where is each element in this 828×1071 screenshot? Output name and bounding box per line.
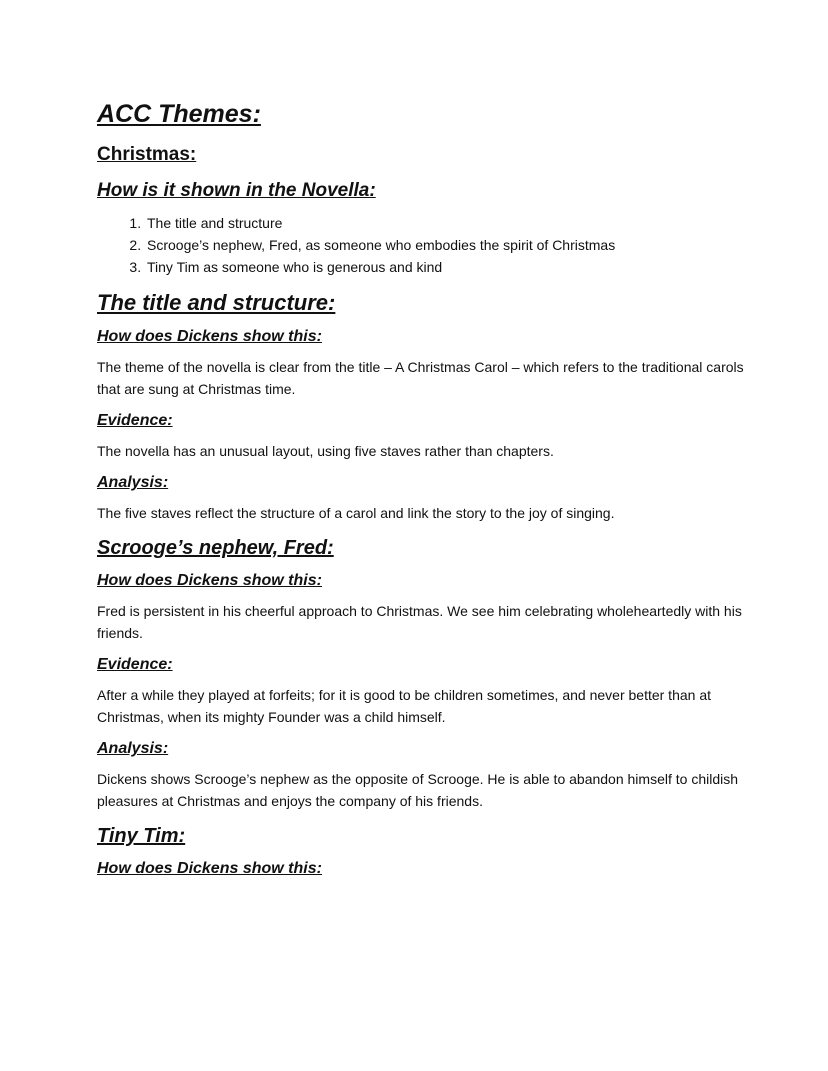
list-item: 3. Tiny Tim as someone who is generous and kind [145,256,747,278]
analysis-heading: Analysis: [97,740,169,757]
show-heading: How does Dickens show this: [97,860,322,877]
evidence-heading: Evidence: [97,412,173,429]
section-heading-title-structure: The title and structure: [97,290,336,315]
intro-question: How is it shown in the Novella: [97,180,376,201]
list-item: 2. Scrooge’s nephew, Fred, as someone who embodies the spirit of Christmas [145,234,747,256]
show-heading: How does Dickens show this: [97,328,322,345]
show-text: The theme of the novella is clear from the title – A Christmas Carol – which refers to the traditional carols that are sung at Christmas time. [97,359,744,397]
document-title: ACC Themes: [97,100,261,128]
theme-heading: Christmas: [97,144,197,165]
section-heading-tiny-tim: Tiny Tim: [97,825,186,847]
intro-list [97,212,747,278]
analysis-text: Dickens shows Scrooge’s nephew as the opposite of Scrooge. He is able to abandon himself to childish pleasures at Christmas and enjoys the company of his friends. [97,771,739,809]
document-page [97,98,747,888]
list-item: 1. The title and structure [145,212,747,234]
section-heading-fred: Scrooge’s nephew, Fred: [97,537,334,559]
evidence-text: After a while they played at forfeits; for it is good to be children sometimes, and never better than at Christmas, when its mighty Founder was a child himself. [97,687,711,725]
show-text: Fred is persistent in his cheerful approach to Christmas. We see him celebrating wholeheartedly with his friends. [97,603,742,641]
evidence-text: The novella has an unusual layout, using five staves rather than chapters. [97,443,554,459]
analysis-text: The five staves reflect the structure of a carol and link the story to the joy of singing. [97,505,615,521]
show-heading: How does Dickens show this: [97,572,322,589]
analysis-heading: Analysis: [97,474,169,491]
evidence-heading: Evidence: [97,656,173,673]
